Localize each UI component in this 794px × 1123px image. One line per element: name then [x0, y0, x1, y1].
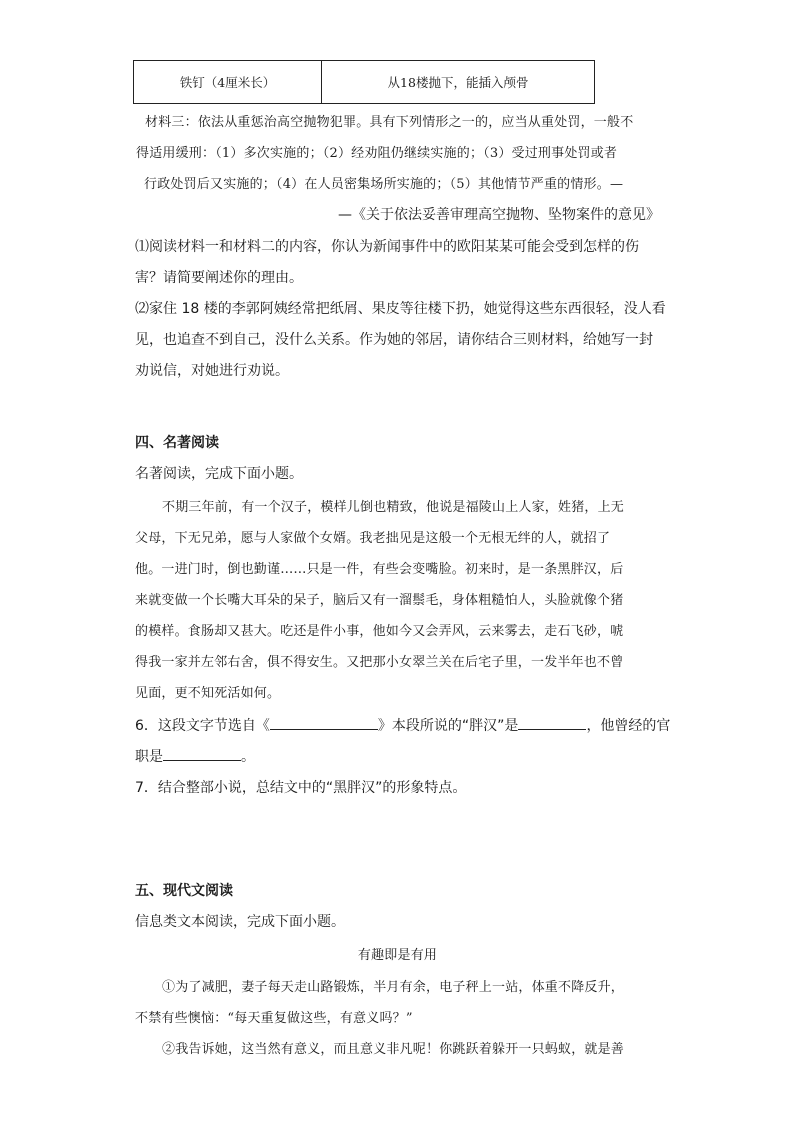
passage-line-6: 得我一家并左邻右舍，俱不得安生。又把那小女翠兰关在后宅子里，一发半年也不曾	[135, 655, 624, 670]
passage-line-4: 来就变做一个长嘴大耳朵的呆子，脑后又有一溜鬃毛，身体粗糙怕人，头脸就像个猪	[135, 593, 624, 608]
material3-line2: 得适用缓刑：（1）多次实施的；（2）经劝阻仍继续实施的；（3）受过刑事处罚或者	[136, 146, 618, 161]
section4-heading: 四、名著阅读	[135, 435, 219, 451]
q6-text-part2: 》本段所说的“胖汉”是	[377, 718, 519, 734]
q6-text-part4: 职是	[135, 749, 163, 765]
table-row	[134, 61, 595, 104]
table-cell-effect: 从18楼抛下，能插入颅骨	[322, 61, 595, 104]
paragraph2-line1: ②我告诉她，这当然有意义，而且意义非凡呢！你跳跃着躲开一只蚂蚁，就是善	[162, 1042, 625, 1057]
materials-table	[133, 60, 595, 104]
passage-line-7: 见面，更不知死活如何。	[135, 686, 281, 701]
material3-line3: 行政处罚后又实施的；（4）在人员密集场所实施的；（5）其他情节严重的情形。—	[144, 177, 624, 192]
q1-line2: 害？请简要阐述你的理由。	[135, 270, 303, 286]
q6-name-blank[interactable]	[518, 715, 586, 730]
q6-text-part3: ，他曾经的官	[586, 718, 671, 734]
table-cell-item: 铁钉（4厘米长）	[134, 61, 322, 104]
q1-line1: ⑴阅读材料一和材料二的内容，你认为新闻事件中的欧阳某某可能会受到怎样的伤	[135, 239, 639, 255]
passage-line-5: 的模样。食肠却又甚大。吃还是件小事，他如今又会弄风，云来雾去，走石飞砂，唬	[135, 624, 624, 639]
material3-line1: 材料三：依法从重惩治高空抛物犯罪。具有下列情形之一的，应当从重处罚，一般不	[145, 115, 634, 130]
q6-line2	[135, 746, 255, 766]
q2-line2: 见，也追查不到自己，没什么关系。作为她的邻居，请你结合三则材料，给她写一封	[135, 332, 653, 348]
paragraph1-line1: ①为了减肥，妻子每天走山路锻炼，半月有余，电子秤上一站，体重不降反升，	[162, 980, 625, 995]
material3-source: —《关于依法妥善审理高空抛物、坠物案件的意见》	[338, 207, 660, 223]
q6-text-part1: 6．这段文字节选自《	[135, 718, 270, 734]
section5-intro: 信息类文本阅读，完成下面小题。	[135, 914, 345, 930]
passage-line-1: 不期三年前，有一个汉子，模样儿倒也精致，他说是福陵山上人家，姓猪，上无	[162, 500, 625, 515]
section5-heading: 五、现代文阅读	[135, 883, 233, 899]
q2-line3: 劝说信，对她进行劝说。	[135, 363, 289, 379]
article-title: 有趣即是有用	[357, 948, 438, 963]
passage-line-3: 他。一进门时，倒也勤谨……只是一件，有些会变嘴脸。初来时，是一条黑胖汉，后	[135, 562, 624, 577]
q2-line1: ⑵家住 18 楼的李郭阿姨经常把纸屑、果皮等往楼下扔，她觉得这些东西很轻，没人看	[135, 301, 666, 317]
section4-intro: 名著阅读，完成下面小题。	[135, 466, 303, 482]
q7-line: 7．结合整部小说，总结文中的“黑胖汉”的形象特点。	[135, 780, 467, 796]
q6-title-blank[interactable]	[163, 746, 241, 761]
q6-text-part5: 。	[241, 749, 255, 765]
passage-line-2: 父母，下无兄弟，愿与人家做个女婿。我老拙见是这般一个无根无绊的人，就招了	[135, 531, 611, 546]
q6-book-blank[interactable]	[270, 715, 378, 730]
paragraph1-line2: 不禁有些懊恼：“每天重复做这些，有意义吗？”	[135, 1011, 413, 1026]
q6-line1	[135, 715, 670, 735]
